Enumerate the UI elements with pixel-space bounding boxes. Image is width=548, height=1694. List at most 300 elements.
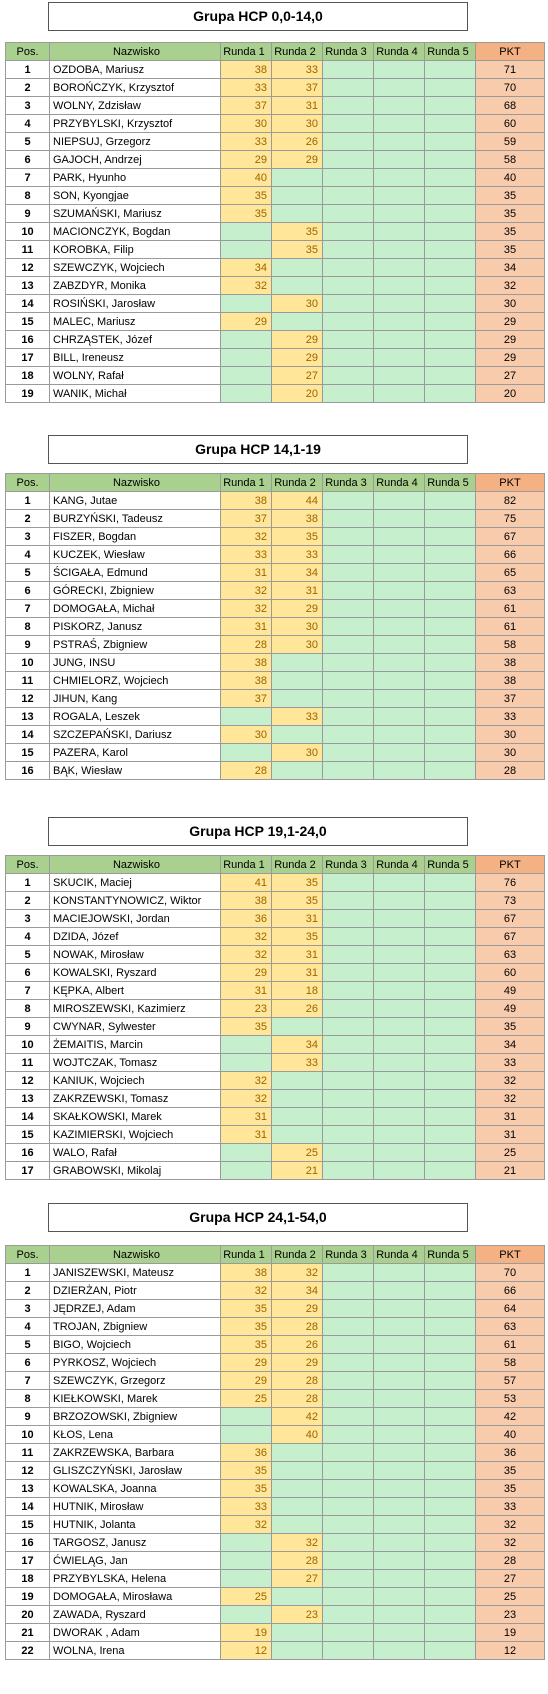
runda-3-cell	[323, 708, 374, 726]
position-cell: 4	[6, 546, 50, 564]
table-row	[6, 1354, 545, 1372]
header-runda-5: Runda 5	[425, 43, 476, 61]
position-cell: 5	[6, 946, 50, 964]
player-name-cell: ZAKRZEWSKI, Tomasz	[50, 1090, 221, 1108]
runda-3-cell	[323, 367, 374, 385]
table-row	[6, 892, 545, 910]
runda-5-cell	[425, 1408, 476, 1426]
runda-3-cell	[323, 97, 374, 115]
pkt-cell: 38	[476, 654, 545, 672]
runda-1-cell: 32	[221, 582, 272, 600]
position-cell: 8	[6, 1390, 50, 1408]
header-row	[6, 474, 545, 492]
runda-4-cell	[374, 1144, 425, 1162]
runda-2-cell	[272, 1072, 323, 1090]
player-name-cell: WOLNY, Zdzisław	[50, 97, 221, 115]
runda-2-cell: 35	[272, 892, 323, 910]
runda-1-cell: 38	[221, 61, 272, 79]
table-row	[6, 331, 545, 349]
runda-4-cell	[374, 169, 425, 187]
player-name-cell: PYRKOSZ, Wojciech	[50, 1354, 221, 1372]
runda-3-cell	[323, 223, 374, 241]
runda-4-cell	[374, 1498, 425, 1516]
runda-1-cell: 32	[221, 1516, 272, 1534]
pkt-cell: 33	[476, 1498, 545, 1516]
pkt-cell: 32	[476, 1534, 545, 1552]
table-row	[6, 133, 545, 151]
header-runda-4: Runda 4	[374, 43, 425, 61]
runda-1-cell: 32	[221, 1072, 272, 1090]
runda-5-cell	[425, 600, 476, 618]
runda-2-cell	[272, 1588, 323, 1606]
runda-3-cell	[323, 1462, 374, 1480]
table-row	[6, 1444, 545, 1462]
player-name-cell: KOWALSKA, Joanna	[50, 1480, 221, 1498]
runda-3-cell	[323, 331, 374, 349]
player-name-cell: BIGO, Wojciech	[50, 1336, 221, 1354]
runda-3-cell	[323, 1624, 374, 1642]
player-name-cell: DOMOGAŁA, Michał	[50, 600, 221, 618]
runda-5-cell	[425, 385, 476, 403]
pkt-cell: 32	[476, 1090, 545, 1108]
runda-5-cell	[425, 892, 476, 910]
position-cell: 4	[6, 928, 50, 946]
player-name-cell: TARGOSZ, Janusz	[50, 1534, 221, 1552]
pkt-cell: 37	[476, 690, 545, 708]
runda-4-cell	[374, 744, 425, 762]
runda-1-cell	[221, 1534, 272, 1552]
runda-1-cell: 38	[221, 492, 272, 510]
runda-2-cell: 35	[272, 928, 323, 946]
table-row	[6, 1018, 545, 1036]
runda-5-cell	[425, 690, 476, 708]
runda-4-cell	[374, 97, 425, 115]
runda-2-cell: 33	[272, 61, 323, 79]
position-cell: 3	[6, 910, 50, 928]
runda-2-cell	[272, 1642, 323, 1660]
runda-1-cell: 33	[221, 79, 272, 97]
table-row	[6, 313, 545, 331]
player-name-cell: KAZIMIERSKI, Wojciech	[50, 1126, 221, 1144]
runda-1-cell: 25	[221, 1390, 272, 1408]
runda-4-cell	[374, 187, 425, 205]
player-name-cell: SZEWCZYK, Wojciech	[50, 259, 221, 277]
runda-3-cell	[323, 385, 374, 403]
position-cell: 3	[6, 528, 50, 546]
player-name-cell: MALEC, Mariusz	[50, 313, 221, 331]
pkt-cell: 33	[476, 708, 545, 726]
runda-1-cell: 25	[221, 1588, 272, 1606]
runda-5-cell	[425, 618, 476, 636]
runda-2-cell	[272, 187, 323, 205]
runda-2-cell	[272, 1462, 323, 1480]
player-name-cell: HUTNIK, Mirosław	[50, 1498, 221, 1516]
table-row	[6, 295, 545, 313]
header-pos: Pos.	[6, 43, 50, 61]
runda-1-cell	[221, 1054, 272, 1072]
pkt-cell: 35	[476, 241, 545, 259]
runda-3-cell	[323, 1408, 374, 1426]
player-name-cell: SKUCIK, Maciej	[50, 874, 221, 892]
runda-2-cell: 30	[272, 618, 323, 636]
runda-1-cell: 32	[221, 528, 272, 546]
runda-5-cell	[425, 61, 476, 79]
position-cell: 11	[6, 241, 50, 259]
runda-4-cell	[374, 982, 425, 1000]
runda-4-cell	[374, 1072, 425, 1090]
runda-2-cell: 26	[272, 1000, 323, 1018]
position-cell: 13	[6, 1090, 50, 1108]
runda-5-cell	[425, 1462, 476, 1480]
position-cell: 15	[6, 1516, 50, 1534]
player-name-cell: KĘPKA, Albert	[50, 982, 221, 1000]
player-name-cell: PSTRAŚ, Zbigniew	[50, 636, 221, 654]
header-pos: Pos.	[6, 856, 50, 874]
runda-5-cell	[425, 1162, 476, 1180]
runda-1-cell: 28	[221, 636, 272, 654]
table-row	[6, 690, 545, 708]
runda-4-cell	[374, 295, 425, 313]
pkt-cell: 40	[476, 169, 545, 187]
position-cell: 11	[6, 1054, 50, 1072]
runda-4-cell	[374, 910, 425, 928]
player-name-cell: KOWALSKI, Ryszard	[50, 964, 221, 982]
position-cell: 14	[6, 726, 50, 744]
runda-3-cell	[323, 1570, 374, 1588]
runda-3-cell	[323, 1300, 374, 1318]
runda-4-cell	[374, 313, 425, 331]
position-cell: 20	[6, 1606, 50, 1624]
runda-3-cell	[323, 690, 374, 708]
player-name-cell: DZIERŻAN, Piotr	[50, 1282, 221, 1300]
player-name-cell: NIEPSUJ, Grzegorz	[50, 133, 221, 151]
runda-2-cell	[272, 259, 323, 277]
pkt-cell: 70	[476, 79, 545, 97]
table-row	[6, 1390, 545, 1408]
pkt-cell: 32	[476, 1516, 545, 1534]
position-cell: 11	[6, 672, 50, 690]
pkt-cell: 36	[476, 1444, 545, 1462]
header-name: Nazwisko	[50, 856, 221, 874]
pkt-cell: 66	[476, 1282, 545, 1300]
runda-3-cell	[323, 349, 374, 367]
runda-4-cell	[374, 133, 425, 151]
runda-5-cell	[425, 744, 476, 762]
runda-5-cell	[425, 1552, 476, 1570]
runda-5-cell	[425, 1264, 476, 1282]
runda-2-cell	[272, 1090, 323, 1108]
player-name-cell: GRABOWSKI, Mikolaj	[50, 1162, 221, 1180]
header-name: Nazwisko	[50, 43, 221, 61]
runda-5-cell	[425, 1642, 476, 1660]
header-runda-4: Runda 4	[374, 856, 425, 874]
player-name-cell: GAJOCH, Andrzej	[50, 151, 221, 169]
position-cell: 22	[6, 1642, 50, 1660]
position-cell: 17	[6, 349, 50, 367]
position-cell: 1	[6, 492, 50, 510]
runda-2-cell: 35	[272, 528, 323, 546]
runda-1-cell	[221, 1162, 272, 1180]
runda-2-cell: 28	[272, 1318, 323, 1336]
group-title: Grupa HCP 0,0-14,0	[48, 2, 468, 31]
runda-1-cell: 35	[221, 1462, 272, 1480]
header-runda-3: Runda 3	[323, 1246, 374, 1264]
player-name-cell: SKAŁKOWSKI, Marek	[50, 1108, 221, 1126]
pkt-cell: 73	[476, 892, 545, 910]
runda-5-cell	[425, 1126, 476, 1144]
position-cell: 14	[6, 295, 50, 313]
runda-4-cell	[374, 1552, 425, 1570]
pkt-cell: 42	[476, 1408, 545, 1426]
pkt-cell: 58	[476, 1354, 545, 1372]
runda-4-cell	[374, 510, 425, 528]
runda-3-cell	[323, 582, 374, 600]
table-row	[6, 1300, 545, 1318]
runda-5-cell	[425, 295, 476, 313]
runda-5-cell	[425, 564, 476, 582]
runda-3-cell	[323, 1606, 374, 1624]
pkt-cell: 25	[476, 1588, 545, 1606]
position-cell: 16	[6, 1534, 50, 1552]
group-title: Grupa HCP 14,1-19	[48, 435, 468, 464]
runda-4-cell	[374, 690, 425, 708]
runda-2-cell: 44	[272, 492, 323, 510]
pkt-cell: 29	[476, 331, 545, 349]
position-cell: 16	[6, 1144, 50, 1162]
runda-5-cell	[425, 654, 476, 672]
runda-2-cell: 35	[272, 874, 323, 892]
runda-5-cell	[425, 115, 476, 133]
runda-1-cell: 38	[221, 654, 272, 672]
player-name-cell: ĆWIELĄG, Jan	[50, 1552, 221, 1570]
runda-3-cell	[323, 1090, 374, 1108]
pkt-cell: 67	[476, 928, 545, 946]
runda-5-cell	[425, 1480, 476, 1498]
player-name-cell: WOJTCZAK, Tomasz	[50, 1054, 221, 1072]
runda-4-cell	[374, 1126, 425, 1144]
table-row	[6, 349, 545, 367]
table-row	[6, 97, 545, 115]
header-row	[6, 1246, 545, 1264]
runda-5-cell	[425, 187, 476, 205]
position-cell: 4	[6, 115, 50, 133]
runda-1-cell: 41	[221, 874, 272, 892]
runda-2-cell	[272, 1498, 323, 1516]
runda-2-cell	[272, 205, 323, 223]
pkt-cell: 40	[476, 1426, 545, 1444]
runda-3-cell	[323, 564, 374, 582]
runda-3-cell	[323, 1162, 374, 1180]
player-name-cell: JĘDRZEJ, Adam	[50, 1300, 221, 1318]
table-row	[6, 762, 545, 780]
runda-4-cell	[374, 61, 425, 79]
runda-2-cell: 33	[272, 1054, 323, 1072]
table-row	[6, 1144, 545, 1162]
runda-3-cell	[323, 1036, 374, 1054]
table-row	[6, 1054, 545, 1072]
table-row	[6, 385, 545, 403]
header-runda-5: Runda 5	[425, 474, 476, 492]
runda-3-cell	[323, 151, 374, 169]
pkt-cell: 64	[476, 1300, 545, 1318]
pkt-cell: 61	[476, 600, 545, 618]
table-row	[6, 1162, 545, 1180]
table-row	[6, 187, 545, 205]
runda-4-cell	[374, 241, 425, 259]
runda-2-cell: 27	[272, 367, 323, 385]
runda-2-cell: 30	[272, 636, 323, 654]
position-cell: 5	[6, 1336, 50, 1354]
runda-5-cell	[425, 1354, 476, 1372]
player-name-cell: KANG, Jutae	[50, 492, 221, 510]
player-name-cell: WANIK, Michał	[50, 385, 221, 403]
runda-3-cell	[323, 492, 374, 510]
runda-3-cell	[323, 115, 374, 133]
runda-2-cell: 31	[272, 910, 323, 928]
runda-4-cell	[374, 654, 425, 672]
table-row	[6, 169, 545, 187]
runda-2-cell	[272, 1126, 323, 1144]
runda-5-cell	[425, 946, 476, 964]
player-name-cell: WOLNY, Rafał	[50, 367, 221, 385]
runda-2-cell: 35	[272, 223, 323, 241]
player-name-cell: KOROBKA, Filip	[50, 241, 221, 259]
runda-4-cell	[374, 367, 425, 385]
header-pkt: PKT	[476, 43, 545, 61]
runda-2-cell: 29	[272, 349, 323, 367]
table-row	[6, 367, 545, 385]
runda-2-cell: 30	[272, 744, 323, 762]
runda-2-cell: 35	[272, 241, 323, 259]
runda-4-cell	[374, 946, 425, 964]
runda-5-cell	[425, 1054, 476, 1072]
table-row	[6, 708, 545, 726]
player-name-cell: BURZYŃSKI, Tadeusz	[50, 510, 221, 528]
runda-1-cell	[221, 744, 272, 762]
runda-5-cell	[425, 331, 476, 349]
runda-5-cell	[425, 97, 476, 115]
runda-1-cell	[221, 1426, 272, 1444]
player-name-cell: JANISZEWSKI, Mateusz	[50, 1264, 221, 1282]
pkt-cell: 21	[476, 1162, 545, 1180]
runda-5-cell	[425, 492, 476, 510]
pkt-cell: 31	[476, 1126, 545, 1144]
pkt-cell: 38	[476, 672, 545, 690]
runda-5-cell	[425, 708, 476, 726]
position-cell: 16	[6, 331, 50, 349]
runda-4-cell	[374, 1036, 425, 1054]
position-cell: 2	[6, 510, 50, 528]
position-cell: 12	[6, 259, 50, 277]
runda-5-cell	[425, 1000, 476, 1018]
runda-2-cell: 20	[272, 385, 323, 403]
position-cell: 6	[6, 964, 50, 982]
runda-5-cell	[425, 1300, 476, 1318]
runda-3-cell	[323, 295, 374, 313]
runda-2-cell: 28	[272, 1390, 323, 1408]
pkt-cell: 35	[476, 1480, 545, 1498]
pkt-cell: 30	[476, 744, 545, 762]
results-table	[5, 473, 545, 780]
position-cell: 18	[6, 367, 50, 385]
runda-3-cell	[323, 892, 374, 910]
runda-3-cell	[323, 510, 374, 528]
runda-3-cell	[323, 928, 374, 946]
runda-3-cell	[323, 600, 374, 618]
runda-5-cell	[425, 1072, 476, 1090]
pkt-cell: 20	[476, 385, 545, 403]
pkt-cell: 32	[476, 277, 545, 295]
runda-3-cell	[323, 1282, 374, 1300]
runda-2-cell: 38	[272, 510, 323, 528]
runda-5-cell	[425, 1036, 476, 1054]
runda-4-cell	[374, 546, 425, 564]
player-name-cell: DOMOGAŁA, Mirosława	[50, 1588, 221, 1606]
runda-2-cell	[272, 1624, 323, 1642]
runda-2-cell: 37	[272, 79, 323, 97]
position-cell: 19	[6, 1588, 50, 1606]
pkt-cell: 63	[476, 946, 545, 964]
runda-1-cell: 32	[221, 928, 272, 946]
table-row	[6, 1090, 545, 1108]
runda-3-cell	[323, 1000, 374, 1018]
position-cell: 9	[6, 205, 50, 223]
runda-4-cell	[374, 492, 425, 510]
pkt-cell: 35	[476, 1462, 545, 1480]
runda-3-cell	[323, 1588, 374, 1606]
table-row	[6, 1534, 545, 1552]
position-cell: 1	[6, 61, 50, 79]
header-runda-5: Runda 5	[425, 1246, 476, 1264]
runda-4-cell	[374, 762, 425, 780]
player-name-cell: ZAKRZEWSKA, Barbara	[50, 1444, 221, 1462]
runda-4-cell	[374, 79, 425, 97]
header-runda-4: Runda 4	[374, 474, 425, 492]
table-row	[6, 277, 545, 295]
position-cell: 13	[6, 708, 50, 726]
runda-2-cell	[272, 1108, 323, 1126]
position-cell: 15	[6, 744, 50, 762]
runda-3-cell	[323, 1354, 374, 1372]
runda-5-cell	[425, 582, 476, 600]
table-row	[6, 1498, 545, 1516]
header-row	[6, 856, 545, 874]
runda-1-cell: 37	[221, 97, 272, 115]
runda-4-cell	[374, 1162, 425, 1180]
runda-1-cell	[221, 1570, 272, 1588]
player-name-cell: SZCZEPAŃSKI, Dariusz	[50, 726, 221, 744]
runda-3-cell	[323, 1444, 374, 1462]
runda-3-cell	[323, 1516, 374, 1534]
table-row	[6, 1072, 545, 1090]
position-cell: 21	[6, 1624, 50, 1642]
runda-5-cell	[425, 1426, 476, 1444]
position-cell: 8	[6, 187, 50, 205]
runda-4-cell	[374, 1300, 425, 1318]
table-row	[6, 600, 545, 618]
header-runda-2: Runda 2	[272, 1246, 323, 1264]
position-cell: 16	[6, 762, 50, 780]
table-row	[6, 1642, 545, 1660]
player-name-cell: WALO, Rafał	[50, 1144, 221, 1162]
runda-2-cell: 18	[272, 982, 323, 1000]
header-runda-1: Runda 1	[221, 1246, 272, 1264]
runda-4-cell	[374, 1372, 425, 1390]
position-cell: 10	[6, 654, 50, 672]
runda-1-cell: 35	[221, 1336, 272, 1354]
player-name-cell: FISZER, Bogdan	[50, 528, 221, 546]
pkt-cell: 27	[476, 1570, 545, 1588]
